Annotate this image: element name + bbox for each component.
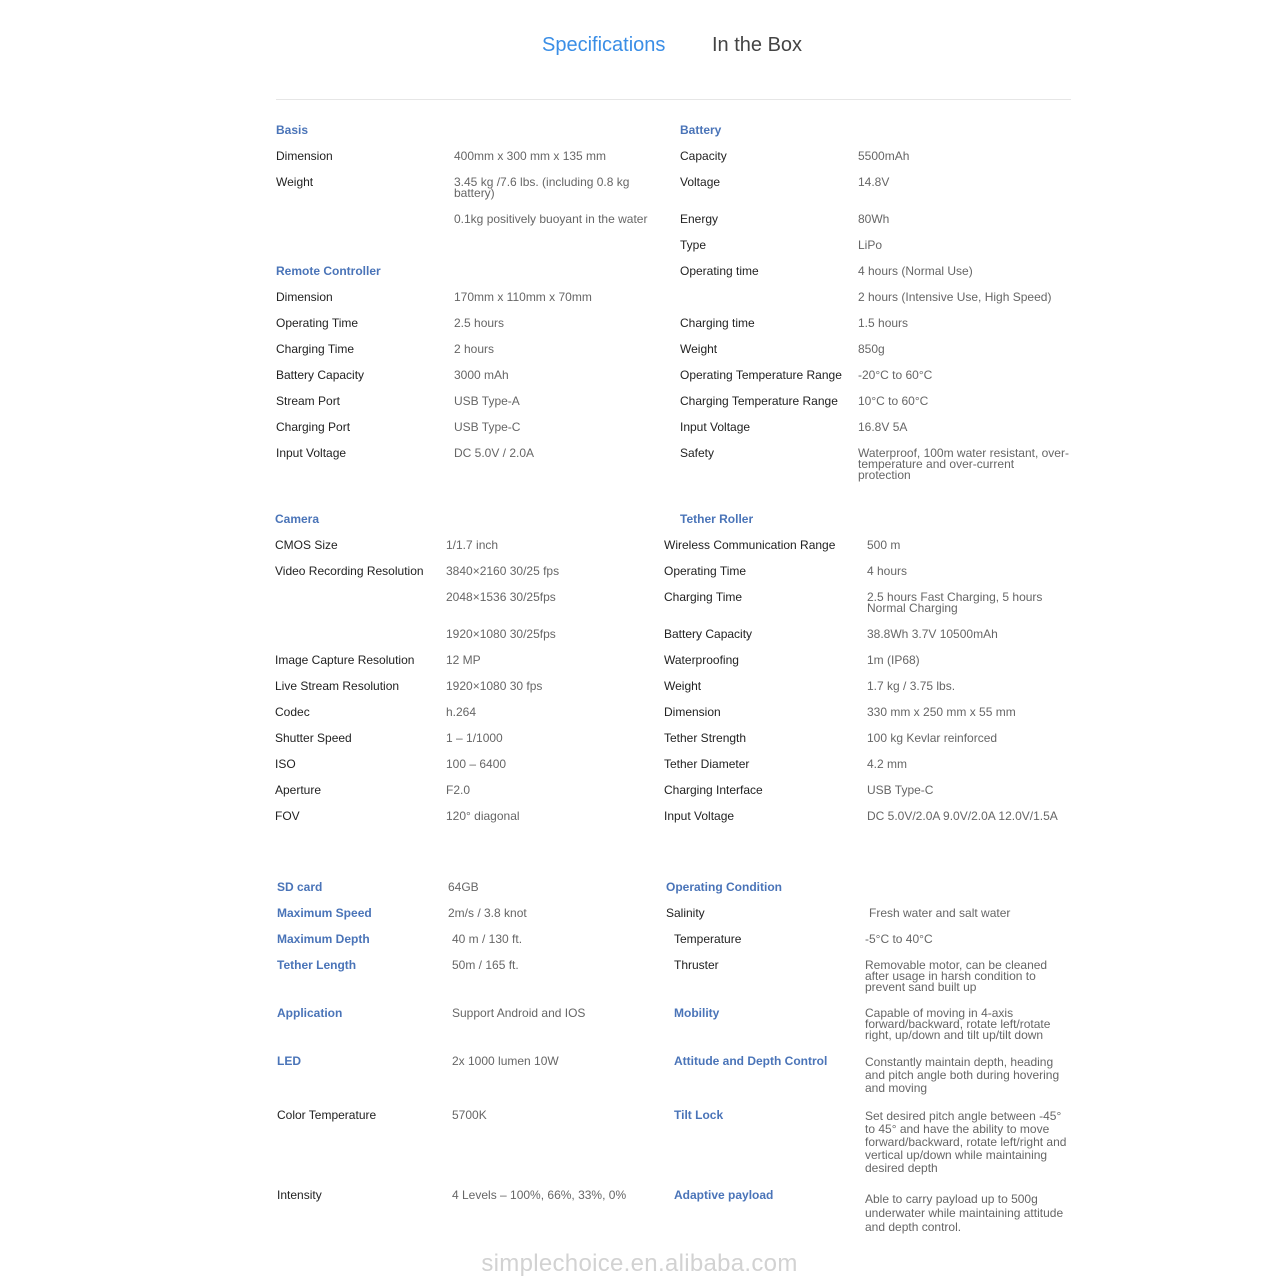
spec-label: Type (680, 238, 707, 252)
spec-value: F2.0 (446, 783, 471, 797)
spec-value: Set desired pitch angle between -45° to 45° and have the ability to move forward/backward, rotate left/right and vertical up/down while maintaining desired depth (865, 1109, 1067, 1175)
tether-roller-heading: Tether Roller (680, 512, 754, 526)
spec-label: Wireless Communication Range (664, 538, 836, 552)
spec-label: Input Voltage (680, 420, 751, 434)
spec-label: Adaptive payload (674, 1188, 774, 1202)
spec-label: SD card (277, 880, 323, 894)
spec-label: Charging Interface (664, 783, 763, 797)
spec-value: 5700K (452, 1108, 487, 1122)
spec-value: 2.5 hours (454, 316, 505, 330)
spec-value: 50m / 165 ft. (452, 958, 519, 972)
spec-value: 4.2 mm (867, 757, 908, 771)
spec-label: Battery Capacity (664, 627, 753, 641)
spec-value: 3840×2160 30/25 fps (446, 564, 560, 578)
spec-label: Aperture (275, 783, 322, 797)
spec-value: 330 mm x 250 mm x 55 mm (867, 705, 1016, 719)
spec-value: 1 – 1/1000 (446, 731, 503, 745)
spec-label: CMOS Size (275, 538, 338, 552)
spec-value: 5500mAh (858, 149, 910, 163)
spec-label: FOV (275, 809, 300, 823)
spec-value: 100 – 6400 (446, 757, 507, 771)
spec-label: Charging Time (276, 342, 355, 356)
spec-label: Weight (664, 679, 702, 693)
spec-value: -5°C to 40°C (865, 932, 933, 946)
battery-heading: Battery (680, 123, 722, 137)
spec-value: USB Type-C (867, 783, 934, 797)
spec-value: 2.5 hours Fast Charging, 5 hours Normal Charging (867, 590, 1043, 615)
spec-value: Capable of moving in 4-axis forward/backward, rotate left/rotate right, up/down and tilt up/tilt down (865, 1006, 1051, 1042)
spec-label: Operating Time (664, 564, 747, 578)
spec-label: Weight (680, 342, 718, 356)
spec-value: Removable motor, can be cleaned after usage in harsh condition to prevent sand built up (865, 958, 1048, 994)
spec-value: 2m/s / 3.8 knot (448, 906, 527, 920)
spec-label: Charging Port (276, 420, 351, 434)
spec-label: Dimension (664, 705, 721, 719)
spec-value: Fresh water and salt water (869, 906, 1011, 920)
spec-value: 400mm x 300 mm x 135 mm (454, 149, 607, 163)
spec-label: Intensity (277, 1188, 322, 1202)
spec-value: 100 kg Kevlar reinforced (867, 731, 998, 745)
spec-value: 38.8Wh 3.7V 10500mAh (867, 627, 998, 641)
spec-value: 64GB (448, 880, 479, 894)
tab-specifications[interactable]: Specifications (542, 34, 666, 56)
spec-value: DC 5.0V / 2.0A (454, 446, 535, 460)
spec-label: Attitude and Depth Control (674, 1054, 828, 1068)
spec-value: 4 hours (Normal Use) (858, 264, 973, 278)
spec-label: Application (277, 1006, 343, 1020)
spec-label: Capacity (680, 149, 727, 163)
spec-label: ISO (275, 757, 296, 771)
spec-label: Maximum Depth (277, 932, 370, 946)
spec-value: 4 Levels – 100%, 66%, 33%, 0% (452, 1188, 627, 1202)
spec-value: 500 m (867, 538, 901, 552)
spec-value: 40 m / 130 ft. (452, 932, 523, 946)
spec-label: Live Stream Resolution (275, 679, 400, 693)
spec-value: Constantly maintain depth, heading and pitch angle both during hovering and moving (865, 1055, 1060, 1095)
spec-value: h.264 (446, 705, 477, 719)
spec-label: Charging Time (664, 590, 743, 604)
spec-label: Safety (680, 446, 715, 460)
spec-value: 1m (IP68) (867, 653, 920, 667)
remote-controller-heading: Remote Controller (276, 264, 381, 278)
spec-value: 3.45 kg /7.6 lbs. (including 0.8 kg battery) (454, 175, 630, 200)
spec-value: 10°C to 60°C (858, 394, 929, 408)
spec-value: 120° diagonal (446, 809, 520, 823)
spec-label: Voltage (680, 175, 721, 189)
spec-value: USB Type-C (454, 420, 521, 434)
spec-label: Stream Port (276, 394, 341, 408)
spec-label: Codec (275, 705, 310, 719)
camera-heading: Camera (275, 512, 320, 526)
spec-value: 1/1.7 inch (446, 538, 499, 552)
spec-label: Maximum Speed (277, 906, 372, 920)
spec-label: Charging time (680, 316, 755, 330)
spec-label: LED (277, 1054, 301, 1068)
spec-label: Input Voltage (664, 809, 735, 823)
spec-label: Tilt Lock (674, 1108, 724, 1122)
spec-label: Tether Diameter (664, 757, 750, 771)
spec-value: 2 hours (454, 342, 495, 356)
spec-value: Waterproof, 100m water resistant, over-temperature and over-current protection (858, 446, 1069, 482)
spec-value: 2048×1536 30/25fps (446, 590, 556, 604)
spec-label: Color Temperature (277, 1108, 377, 1122)
tab-in-the-box[interactable]: In the Box (712, 34, 803, 56)
spec-label: Shutter Speed (275, 731, 352, 745)
spec-label: Operating time (680, 264, 759, 278)
spec-value: 14.8V (858, 175, 890, 189)
spec-value: 3000 mAh (454, 368, 509, 382)
spec-value: LiPo (858, 238, 883, 252)
spec-value: 12 MP (446, 653, 481, 667)
spec-label: Operating Time (276, 316, 359, 330)
spec-label: Operating Temperature Range (680, 368, 842, 382)
spec-value: 1920×1080 30 fps (446, 679, 543, 693)
spec-value: 1.7 kg / 3.75 lbs. (867, 679, 956, 693)
spec-value: USB Type-A (454, 394, 520, 408)
spec-value: 16.8V 5A (858, 420, 908, 434)
spec-label: Image Capture Resolution (275, 653, 415, 667)
spec-label: Dimension (276, 149, 333, 163)
spec-value: 4 hours (867, 564, 908, 578)
spec-value: 80Wh (858, 212, 890, 226)
spec-label: Video Recording Resolution (275, 564, 424, 578)
watermark: simplechoice.en.alibaba.com (481, 1250, 798, 1277)
spec-label: Waterproofing (664, 653, 739, 667)
spec-value: Able to carry payload up to 500g underwater while maintaining attitude and depth control. (865, 1192, 1064, 1234)
spec-value: DC 5.0V/2.0A 9.0V/2.0A 12.0V/1.5A (867, 809, 1058, 823)
spec-label: Dimension (276, 290, 333, 304)
spec-label: Mobility (674, 1006, 720, 1020)
spec-value: -20°C to 60°C (858, 368, 933, 382)
divider (276, 99, 1071, 100)
spec-label: Charging Temperature Range (680, 394, 838, 408)
spec-value: 850g (858, 342, 885, 356)
tab-bar (0, 34, 1279, 64)
spec-value: 1920×1080 30/25fps (446, 627, 556, 641)
spec-label: Energy (680, 212, 719, 226)
spec-label: Tether Length (277, 958, 357, 972)
operating-condition-heading: Operating Condition (666, 880, 782, 894)
spec-label: Salinity (666, 906, 705, 920)
basis-heading: Basis (276, 123, 309, 137)
spec-label: Weight (276, 175, 314, 189)
spec-label: Thruster (674, 958, 719, 972)
spec-value: 170mm x 110mm x 70mm (454, 290, 592, 304)
spec-value: Support Android and IOS (452, 1006, 586, 1020)
spec-value: 0.1kg positively buoyant in the water (454, 212, 648, 226)
spec-value: 2x 1000 lumen 10W (452, 1054, 559, 1068)
spec-label: Input Voltage (276, 446, 347, 460)
spec-label: Tether Strength (664, 731, 747, 745)
spec-label: Battery Capacity (276, 368, 365, 382)
spec-value: 2 hours (Intensive Use, High Speed) (858, 290, 1052, 304)
spec-value: 1.5 hours (858, 316, 909, 330)
spec-label: Temperature (674, 932, 742, 946)
